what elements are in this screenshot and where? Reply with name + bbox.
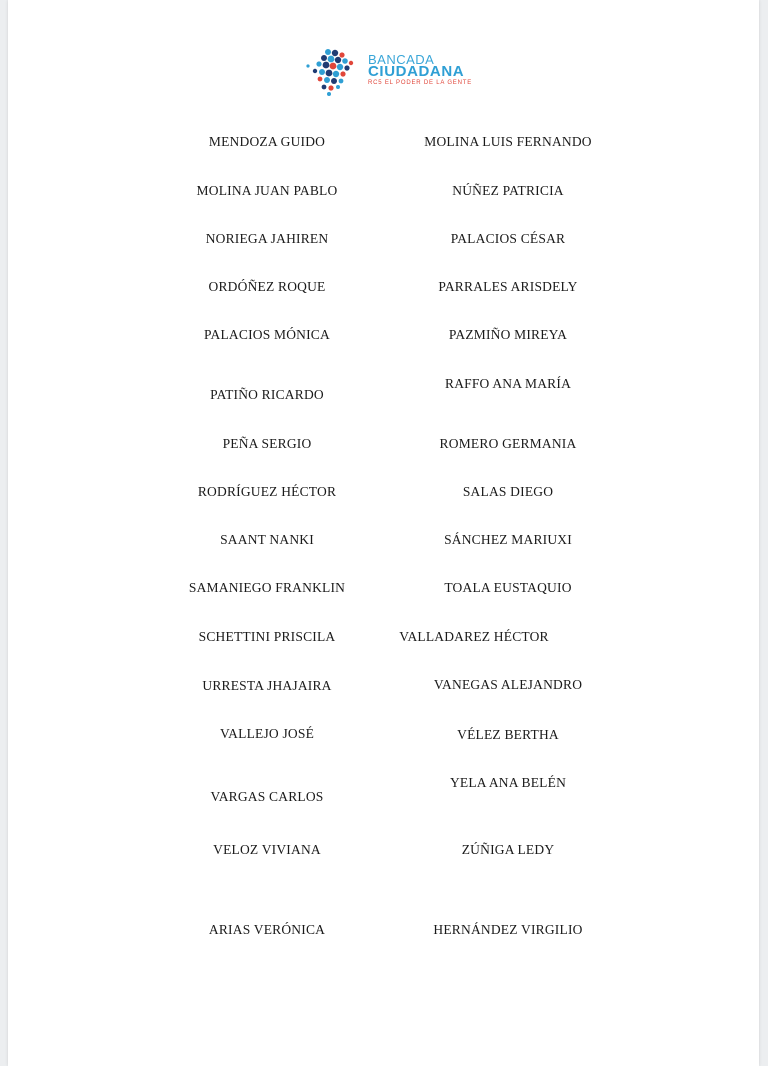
left-name: NORIEGA JAHIREN bbox=[205, 231, 329, 246]
right-name: PAZMIÑO MIREYA bbox=[448, 327, 568, 342]
left-name: SAANT NANKI bbox=[220, 532, 314, 547]
left-name: PEÑA SERGIO bbox=[222, 436, 312, 451]
left-name: RODRÍGUEZ HÉCTOR bbox=[197, 484, 337, 499]
left-name: SAMANIEGO FRANKLIN bbox=[188, 580, 346, 595]
left-name: ORDÓÑEZ ROQUE bbox=[208, 279, 326, 294]
left-name: VELOZ VIVIANA bbox=[213, 842, 321, 857]
right-name: SÁNCHEZ MARIUXI bbox=[444, 532, 572, 547]
left-name: MENDOZA GUIDO bbox=[208, 134, 326, 149]
right-name: HERNÁNDEZ VIRGILIO bbox=[433, 922, 583, 937]
left-name: PALACIOS MÓNICA bbox=[204, 327, 330, 342]
logo-line-1: BANCADA bbox=[368, 52, 435, 67]
right-name: VALLADAREZ HÉCTOR bbox=[399, 629, 549, 644]
right-name: PARRALES ARISDELY bbox=[438, 279, 578, 294]
left-name: VALLEJO JOSÉ bbox=[219, 726, 315, 741]
right-name: SALAS DIEGO bbox=[462, 484, 554, 499]
right-name: RAFFO ANA MARÍA bbox=[444, 376, 572, 391]
right-name: TOALA EUSTAQUIO bbox=[444, 580, 572, 595]
left-name: SCHETTINI PRISCILA bbox=[198, 629, 336, 644]
left-name: MOLINA JUAN PABLO bbox=[196, 183, 338, 198]
dot-cluster-icon bbox=[304, 46, 366, 100]
bancada-ciudadana-logo bbox=[304, 46, 474, 100]
left-name: URRESTA JHAJAIRA bbox=[202, 678, 332, 693]
right-name: YELA ANA BELÉN bbox=[449, 775, 567, 790]
left-name: VARGAS CARLOS bbox=[210, 789, 324, 804]
right-name: VÉLEZ BERTHA bbox=[457, 727, 559, 742]
logo-line-2: CIUDADANA bbox=[368, 63, 465, 80]
left-name: PATIÑO RICARDO bbox=[210, 387, 324, 402]
logo-tagline: RC5 EL PODER DE LA GENTE bbox=[368, 80, 473, 86]
right-name: MOLINA LUIS FERNANDO bbox=[424, 134, 592, 149]
left-name: ARIAS VERÓNICA bbox=[208, 922, 326, 937]
right-name: VANEGAS ALEJANDRO bbox=[433, 677, 583, 692]
right-name: NÚÑEZ PATRICIA bbox=[452, 183, 564, 198]
right-name: ROMERO GERMANIA bbox=[439, 436, 577, 451]
right-name: ZÚÑIGA LEDY bbox=[461, 842, 555, 857]
document-page bbox=[8, 0, 759, 1066]
right-name: PALACIOS CÉSAR bbox=[450, 231, 566, 246]
